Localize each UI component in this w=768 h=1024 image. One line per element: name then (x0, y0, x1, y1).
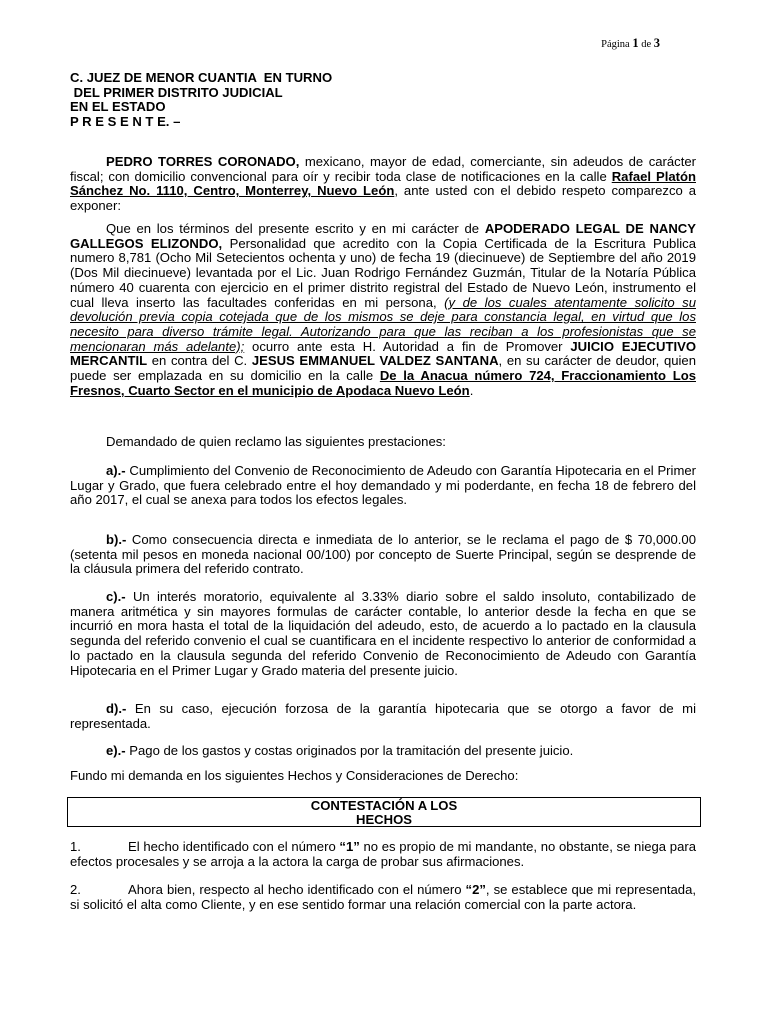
intro-paragraph: PEDRO TORRES CORONADO, mexicano, mayor de edad, comerciante, sin adeudos de carácter fiscal; con domicilio convencional para oír y recibir toda clase de notificaciones en la calle Rafael Platón Sánchez No. 1110, Centro, Monterrey, Nuevo León, ante usted con el debido respeto comparezco a exponer: (70, 154, 697, 214)
addressee-line: P R E S E N T E. – (70, 114, 181, 130)
claim-a: a).- Cumplimiento del Convenio de Reconocimiento de Adeudo con Garantía Hipotecaria en el Primer Lugar y Grado, que fuera celebrado entre el hoy demandado y mi poderdante, en fecha 18 de febrero del año 2017, el cual se anexa para todos los efectos legales. (70, 463, 696, 508)
claim-c: c).- Un interés moratorio, equivalente al 3.33% diario sobre el saldo insoluto, contabilizado de manera aritmética y sin mayores formulas de carácter contable, lo anterior desde la fecha en que se incurrió en mora hasta el total de la liquidación del adeudo, esto, de acuerdo a lo pactado en la clausula segunda del referido convenio el cual se cuantificara en el incidente respectivo lo anterior de conformidad a lo pactado en la clausula segunda del referido Convenio de Reconocimiento de Adeudo con Garantía Hipotecaria en el Primer Lugar y Grado materia del presente juicio. (70, 589, 696, 678)
addressee-line: EN EL ESTADO (70, 99, 166, 115)
claim-d: d).- En su caso, ejecución forzosa de la garantía hipotecaria que se otorgo a favor de mi representada. (70, 701, 696, 731)
page-number: Página 1 de 3 (601, 36, 660, 50)
claim-b: b).- Como consecuencia directa e inmediata de lo anterior, se le reclama el pago de $ 70,000.00 (setenta mil pesos en moneda nacional 00/100) por concepto de Suerte Principal, según se desprende de la cláusula primera del referido contrato. (70, 532, 696, 577)
fact-1: 1. El hecho identificado con el número “1” no es propio de mi mandante, no obstante, se niega para efectos procesales y se arroja a la actora la carga de probar sus afirmaciones. (70, 839, 696, 869)
claim-e: e).- Pago de los gastos y costas originados por la tramitación del presente juicio. (106, 743, 574, 758)
section-heading-box (67, 797, 701, 827)
section-heading-line: CONTESTACIÓN A LOS (310, 798, 458, 813)
representation-paragraph: Que en los términos del presente escrito y en mi carácter de APODERADO LEGAL DE NANCY GALLEGOS ELIZONDO, Personalidad que acredito con la Copia Certificada de la Escritura Publica numero 8,781 (Ocho Mil Setecientos ochenta y uno) de fecha 19 (diecinueve) de Septiembre del año 2019 (Dos Mil diecinueve) levantada por el Lic. Juan Rodrigo Fernández Guzmán, Titular de la Notaría Pública número 40 cuarenta con ejercicio en el primer distrito registral del Estado de Nuevo León, instrumento el cual lleva inserto las facultades conferidas en mi persona, (y de los cuales atentamente solicito su devolución previa copia cotejada que de los mismos se deje para constancia legal, en virtud que los necesito para diverso trámite legal. Autorizando para que las reciban a los profesionistas que se mencionaran más adelante); ocurro ante esta H. Autoridad a fin de Promover JUICIO EJECUTIVO MERCANTIL en contra del C. JESUS EMMANUEL VALDEZ SANTANA, en su carácter de deudor, quien puede ser emplazada en su domicilio en la calle De la Anacua número 724, Fraccionamiento Los Fresnos, Cuarto Sector en el municipio de Apodaca Nuevo León. (70, 221, 697, 398)
addressee-block (70, 71, 332, 130)
claims-intro: Demandado de quien reclamo las siguientes prestaciones: (106, 434, 446, 449)
addressee-line: DEL PRIMER DISTRITO JUDICIAL (70, 84, 283, 100)
grounds-statement: Fundo mi demanda en los siguientes Hechos y Consideraciones de Derecho: (70, 768, 519, 783)
fact-2: 2. Ahora bien, respecto al hecho identificado con el número “2”, se establece que mi representada, si solicitó el alta como Cliente, y en ese sentido formar una relación comercial con la parte actora. (70, 882, 696, 912)
section-heading-line: HECHOS (355, 811, 413, 827)
addressee-line: C. JUEZ DE MENOR CUANTIA EN TURNO (70, 70, 333, 85)
